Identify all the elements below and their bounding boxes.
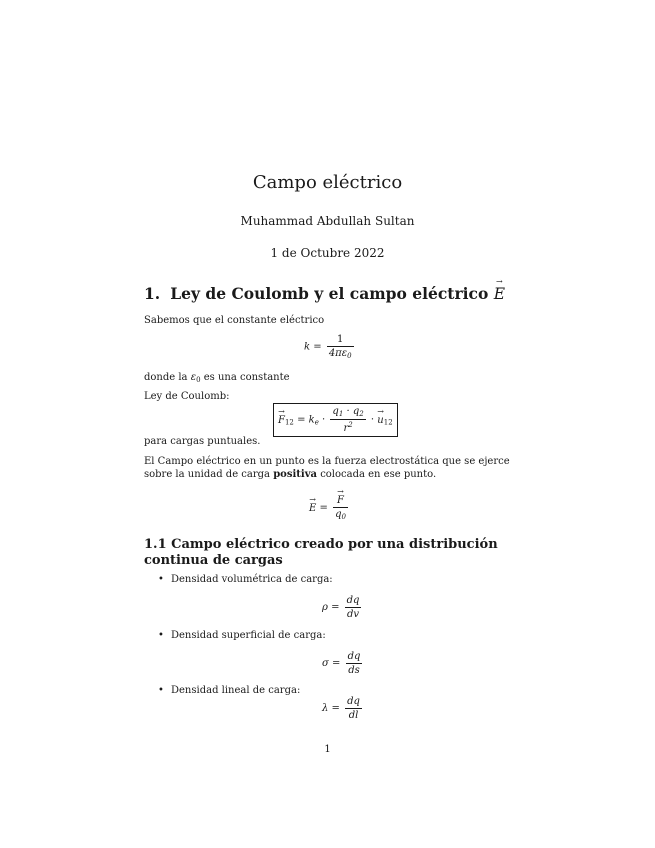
equation-E-q: q <box>335 509 342 520</box>
coulomb-k-sub: e <box>314 418 319 427</box>
document-date: 1 de Octubre 2022 <box>270 246 385 260</box>
paragraph-donde-pre: donde la <box>144 372 188 383</box>
equation-lambda-num: dq <box>347 696 360 707</box>
equation-sigma-symbol: σ <box>322 658 329 669</box>
page-number: 1 <box>324 744 331 755</box>
equation-sigma-fraction <box>346 651 363 676</box>
coulomb-den <box>330 420 365 434</box>
equation-lambda: λ = $\frac{dq}{dl}$ <box>322 696 360 721</box>
equation-sigma-num: dq <box>347 651 361 662</box>
section-1-title: Ley de Coulomb y el campo eléctrico <box>170 284 489 303</box>
coulomb-q2-sub: 2 <box>359 410 364 418</box>
equation-k <box>304 334 356 360</box>
equation-k-fraction <box>327 334 354 360</box>
coulomb-q1-sub: 1 <box>338 410 344 418</box>
section-1-heading <box>144 284 505 303</box>
equation-coulomb-box <box>273 403 398 437</box>
equation-E-equals: = <box>319 502 328 514</box>
equation-sigma-den: ds <box>348 665 360 676</box>
bullet-marker: • <box>158 574 164 585</box>
paragraph-campo-bold: positiva <box>273 469 317 480</box>
coulomb-u: → u <box>377 415 383 426</box>
coulomb-equals: = <box>297 414 306 426</box>
paragraph-donde <box>144 371 290 387</box>
list-item-label: Densidad superficial de carga: <box>171 630 326 641</box>
paragraph-donde-symbol: ε <box>190 372 197 383</box>
paragraph-constant: Sabemos que el constante eléctrico <box>144 315 325 326</box>
paragraph-campo-2: colocada en ese punto. <box>320 469 437 480</box>
bullet-marker: • <box>158 630 164 641</box>
equation-rho-fraction <box>345 595 362 620</box>
document-title: Campo eléctrico <box>252 172 403 193</box>
section-1-1-heading <box>144 537 524 569</box>
list-item-label: Densidad lineal de carga: <box>171 685 301 696</box>
coulomb-dot-2: · <box>370 414 375 426</box>
paragraph-cargas: para cargas puntuales. <box>144 436 261 447</box>
equation-E-q-sub: 0 <box>341 513 346 521</box>
equation-k-den <box>327 347 354 360</box>
coulomb-r-sup: 2 <box>348 421 353 429</box>
bullet-marker: • <box>158 685 164 696</box>
equation-rho-den: dv <box>347 609 360 620</box>
equation-E-num <box>333 495 348 508</box>
section-1-1-number: 1.1 <box>144 537 167 552</box>
coulomb-q2: q <box>352 406 360 417</box>
equation-rho-num: dq <box>346 595 360 606</box>
section-1-1-title: Campo eléctrico creado por una distribución continua de cargas <box>144 537 498 568</box>
equation-rho: ρ = $\frac{dq}{dv}$ <box>322 595 360 620</box>
coulomb-dot-num: · <box>346 406 350 417</box>
paragraph-donde-sub: 0 <box>196 376 201 384</box>
document-author: Muhammad Abdullah Sultan <box>240 214 415 228</box>
list-item-label: Densidad volumétrica de carga: <box>171 574 333 585</box>
paragraph-campo <box>144 455 524 481</box>
section-1-title-symbol: → E <box>494 285 505 303</box>
equation-E-den <box>333 508 348 521</box>
equation-k-num: 1 <box>327 334 354 347</box>
equation-k-lhs: k = <box>304 341 322 353</box>
coulomb-F: → F <box>278 415 285 426</box>
equation-lambda-den: dl <box>348 710 359 721</box>
coulomb-F-sub: 12 <box>284 418 294 427</box>
paragraph-ley: Ley de Coulomb: <box>144 391 230 402</box>
equation-E-lhs: → E <box>309 503 316 514</box>
coulomb-fraction <box>330 406 365 434</box>
coulomb-r: r <box>343 423 349 434</box>
coulomb-u-sub: 12 <box>383 418 393 427</box>
equation-rho-symbol: ρ <box>322 602 328 613</box>
equation-E-fraction <box>333 495 348 521</box>
equation-lambda-fraction <box>345 696 362 721</box>
equation-E-F: → F <box>337 495 344 506</box>
coulomb-q1: q <box>332 406 339 417</box>
coulomb-num <box>330 406 365 420</box>
equation-k-den-main: 4πε <box>328 348 348 359</box>
equation-E <box>309 495 350 521</box>
coulomb-k: k <box>308 414 315 426</box>
coulomb-dot-1: · <box>322 414 326 426</box>
section-1-number: 1. <box>144 284 161 303</box>
equation-k-den-sub: 0 <box>347 352 352 360</box>
paragraph-donde-post: es una constante <box>203 372 290 383</box>
equation-lambda-symbol: λ <box>322 703 329 714</box>
equation-sigma: σ = $\frac{dq}{ds}$ <box>322 651 361 676</box>
paragraph-campo-1: El Campo eléctrico en un punto es la fuerza electrostática que se ejerce sobre la unidad de carga <box>144 456 510 480</box>
